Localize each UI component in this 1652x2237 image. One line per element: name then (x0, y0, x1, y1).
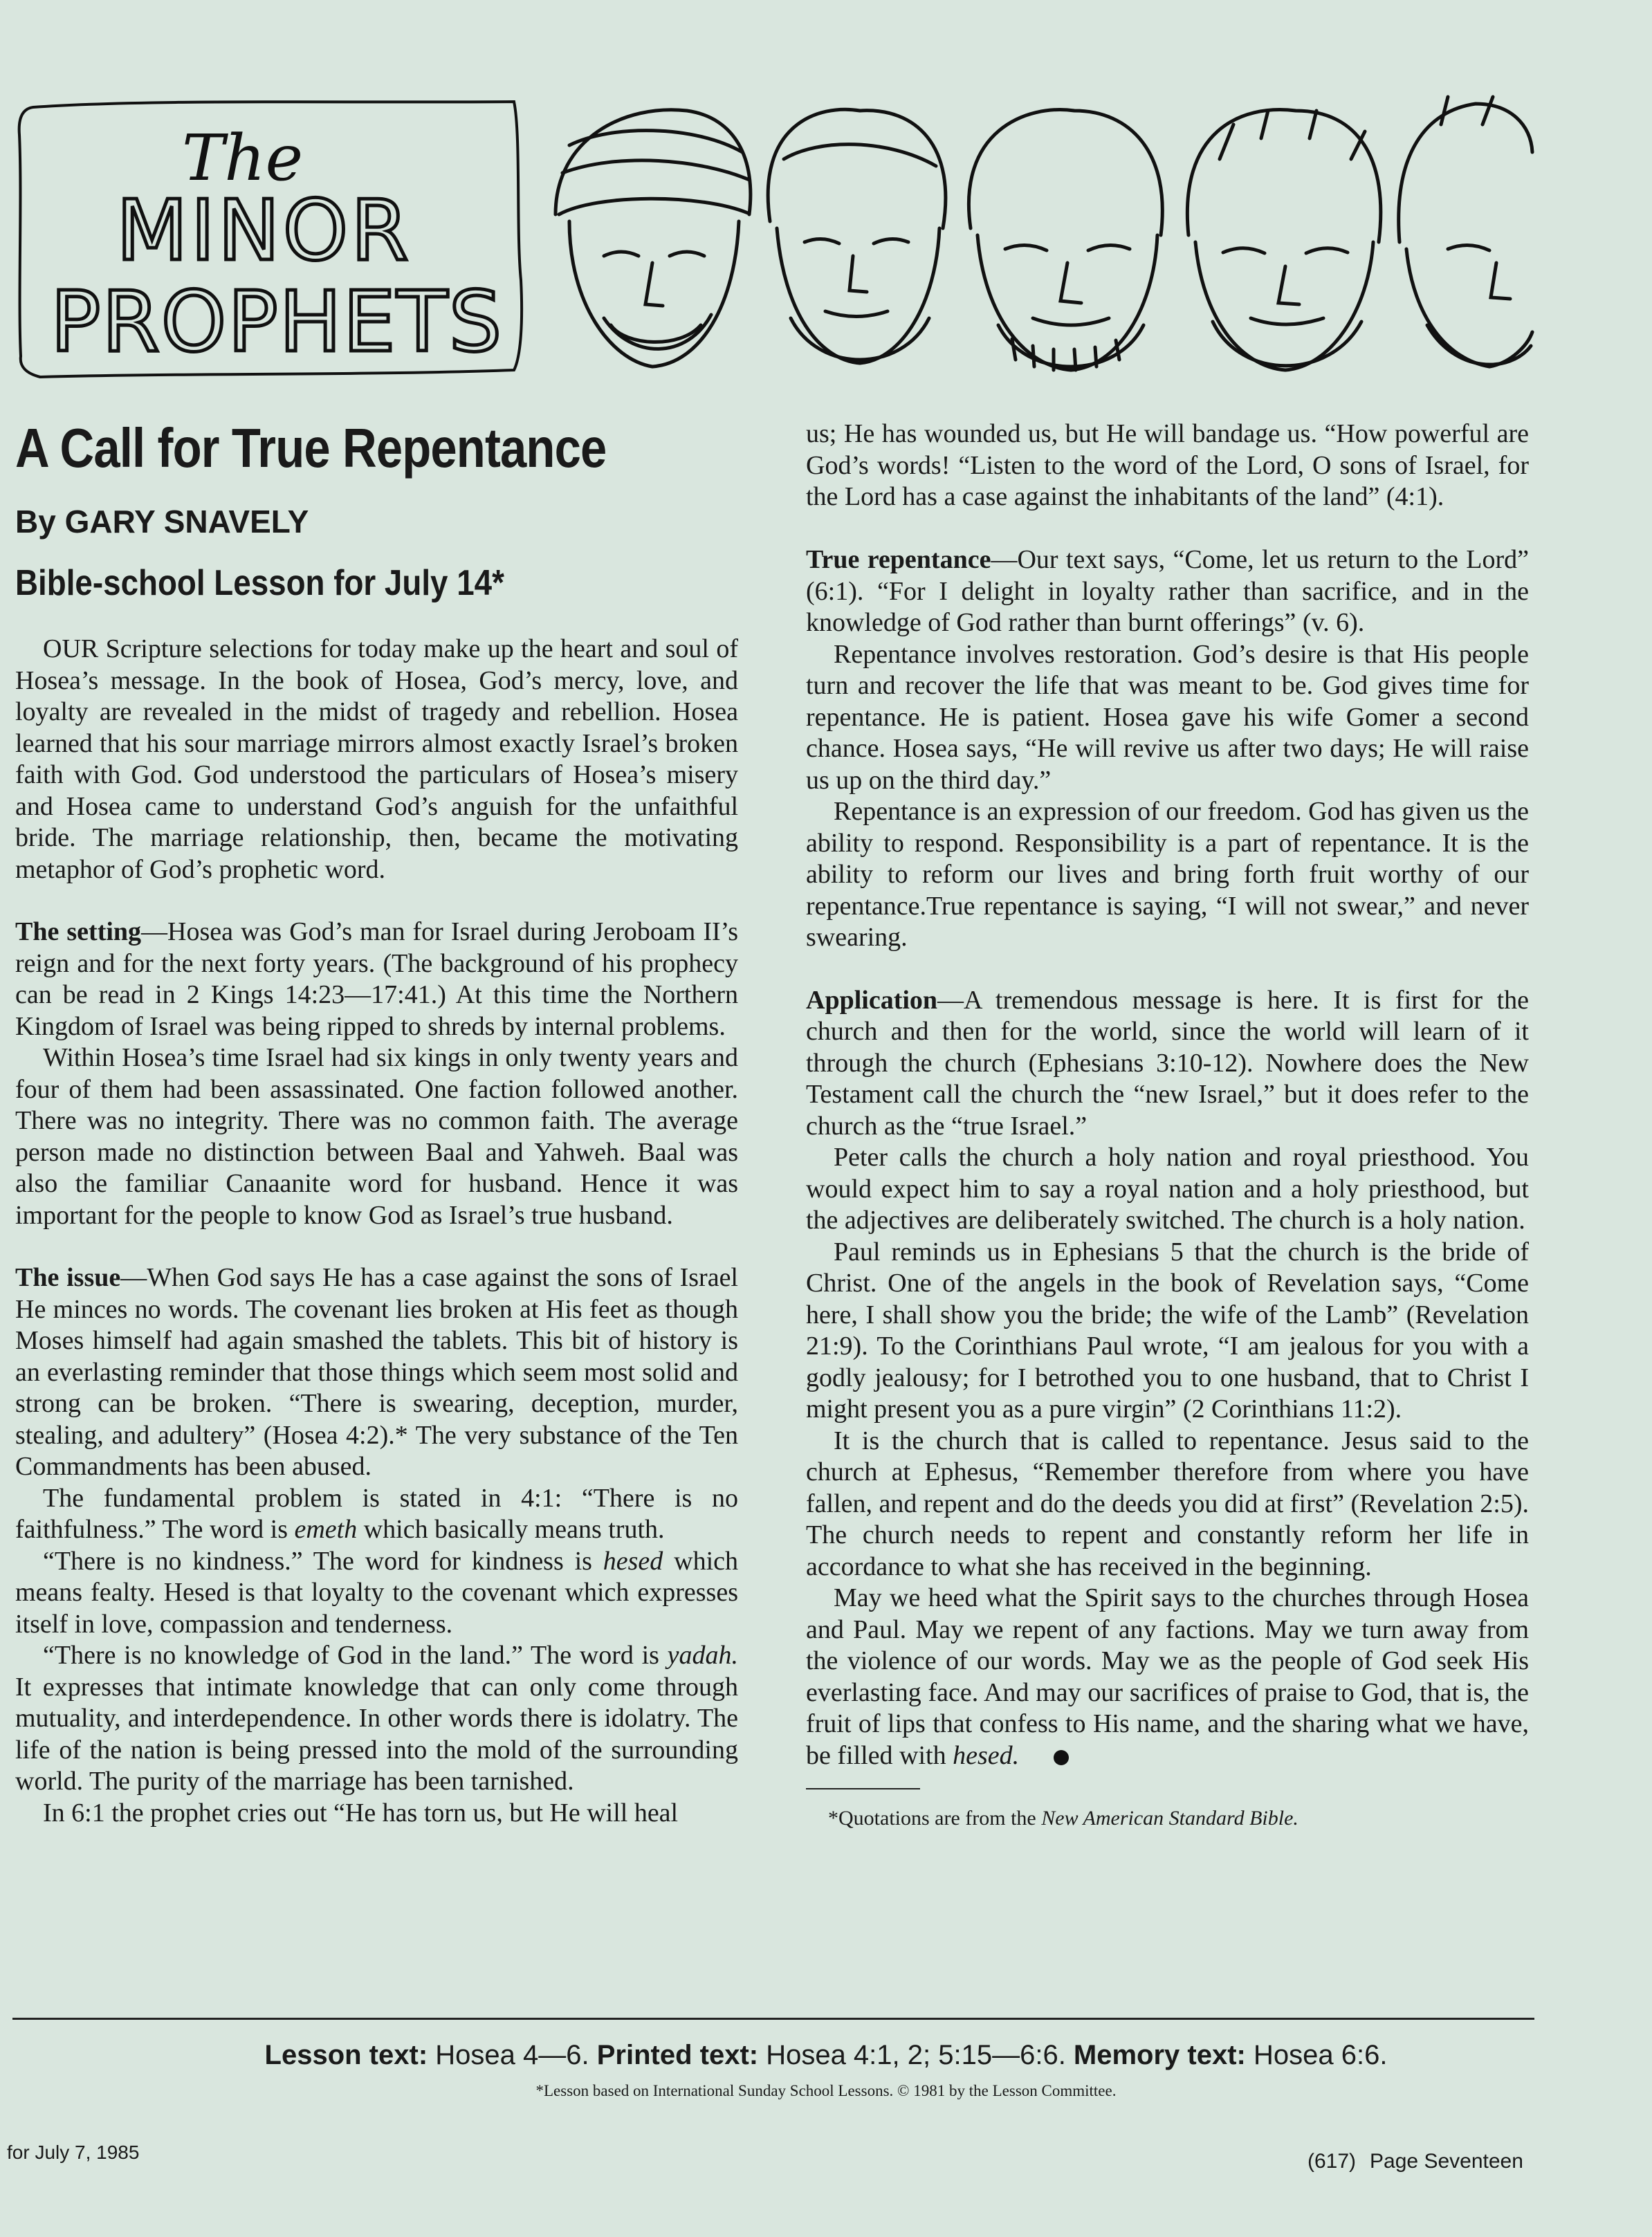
footnote-divider (806, 1788, 920, 1789)
issue-text: —When God says He has a case against the sons of Israel He minces no words. The covenant lies broken at His feet as though Moses himself had again smashed the tablets. This bit of history is an everlasting reminder that those things which seem most solid and strong can be broken. “There is swearing, deception, murder, stealing, and adultery” (Hosea 4:2).* The very substance of the Ten Commandments has been abused. (15, 1263, 738, 1481)
in-6-1-paragraph-continued: us; He has wounded us, but He will bandage us. “How powerful are God’s words! “Listen to the word of the Lord, O sons of Israel, for the Lord has a case against the inhabitants of the land” (4:1). (806, 419, 1529, 511)
fundamental-term: emeth (294, 1515, 358, 1544)
church-paragraph: It is the church that is called to repentance. Jesus said to the church at Ephesus, “Remember therefore from where you have fallen, and repent and do the deeds you did at first” (Revelation 2:5). The church needs to repent and constantly reform her life in accordance to what she has received in the beginning. (806, 1426, 1529, 1581)
kindness-term: hesed (603, 1546, 663, 1576)
prophet-face-3 (969, 110, 1162, 370)
application-text: —A tremendous message is here. It is first for the church and then for the world, since the world will learn of it through the church (Ephesians 3:10-12). Nowhere does the New Testament call the church the “new Israel,” but it does refer to the church as the “true Israel.” (806, 985, 1529, 1141)
in-6-1-paragraph: In 6:1 the prophet cries out “He has torn us, but He will heal (43, 1798, 679, 1828)
footer-divider (12, 2018, 1534, 2020)
footnote-source: New American Standard Bible. (1041, 1807, 1298, 1830)
true-repentance-heading: True repentance (806, 545, 991, 574)
true-repentance-paragraph (806, 544, 1529, 639)
setting-text: —Hosea was God’s man for Israel during Jeroboam II’s reign and for the next forty years. (The background of his prophecy can be read in 2 Kings 14:23—17:41.) At this time the Northern Kingdom of Israel was being ripped to shreds by internal problems. (15, 917, 738, 1041)
prophet-faces-illustration (528, 83, 1534, 387)
page-label: Page Seventeen (1370, 2150, 1523, 2173)
left-column (15, 415, 738, 1830)
knowledge-text-b: It expresses that intimate knowledge that can only come through mutuality, and interdependence. In other words there is idolatry. The life of the nation is being pressed into the mold of the surrounding world. The purity of the marriage has been tarnished. (15, 1672, 738, 1796)
header-banner (12, 83, 1534, 387)
lesson-text-value: Hosea 4—6. (428, 2040, 597, 2070)
page-index: (617) (1307, 2150, 1357, 2173)
knowledge-term: yadah. (667, 1641, 738, 1670)
fundamental-text-a: The fundamental problem is stated in 4:1: “There is no faithfulness.” The word is (15, 1483, 738, 1544)
page-number (1307, 2150, 1523, 2173)
issue-date: for July 7, 1985 (7, 2142, 140, 2163)
byline: By GARY SNAVELY (15, 504, 309, 540)
prophet-face-1 (556, 110, 751, 367)
end-mark-bullet (1054, 1750, 1069, 1765)
kindness-paragraph (15, 1546, 738, 1641)
closing-text: May we heed what the Spirit says to the churches through Hosea and Paul. May we repent of any factions. May we turn away from the violence of our words. May we as the people of God seek His everlasting face. And may our sacrifices of praise to God, that is, the fruit of lips that confess to His name, and the sharing what we have, be filled with (806, 1583, 1529, 1770)
kindness-text-b: which means fealty. Hesed is that loyalty to the covenant which expresses itself in love, compassion and tenderness. (15, 1546, 738, 1639)
lesson-texts-line (0, 2037, 1652, 2073)
copyright-note: *Lesson based on International Sunday School Lessons. © 1981 by the Lesson Committee. (535, 2082, 1117, 2099)
printed-text-value: Hosea 4:1, 2; 5:15—6:6. (758, 2040, 1074, 2070)
setting-heading: The setting (15, 917, 142, 946)
prophet-face-4 (1187, 110, 1380, 370)
printed-text-label: Printed text: (596, 2040, 759, 2070)
kindness-text-a: “There is no kindness.” The word for kindness is (43, 1546, 603, 1576)
title-the: The (182, 121, 304, 195)
fundamental-paragraph (15, 1483, 738, 1546)
closing-term: hesed. (953, 1740, 1020, 1770)
title-minor: MINOR (116, 183, 412, 279)
within-paragraph: Within Hosea’s time Israel had six kings in only twenty years and four of them had been assassinated. One faction followed another. There was no integrity. There was no common faith. The average person made no distinction between Baal and Yahweh. Baal was also the familiar Canaanite word for husband. Hence it was important for the people to know God as Israel’s true husband. (15, 1043, 738, 1230)
restoration-paragraph: Repentance involves restoration. God’s desire is that His people turn and recover the life that was meant to be. God gives time for repentance. He is patient. Hosea gave his wife Gomer a second chance. Hosea says, “He will revive us after two days; He will raise us up on the third day.” (806, 639, 1529, 795)
title-prophets: PROPHETS (51, 275, 504, 371)
knowledge-text-a: “There is no knowledge of God in the land.” The word is (43, 1641, 668, 1670)
memory-text-value: Hosea 6:6. (1245, 2040, 1388, 2070)
true-repentance-text: —Our text says, “Come, let us return to the Lord” (6:1). “For I delight in loyalty rather than sacrifice, and in the knowledge of God rather than burnt offerings” (v. 6). (806, 545, 1530, 637)
issue-heading: The issue (15, 1263, 121, 1292)
right-column (806, 418, 1529, 1832)
article-title: A Call for True Repentance (15, 417, 607, 479)
series-title-box (12, 93, 528, 377)
prophet-face-5 (1399, 97, 1532, 367)
lesson-date-heading: Bible-school Lesson for July 14* (15, 563, 504, 603)
application-heading: Application (806, 985, 938, 1015)
freedom-paragraph: Repentance is an expression of our freedom. God has given us the ability to respond. Responsibility is a part of repentance. It is the ability to reform our lives and bring forth fruit worthy of our repentance.True repentance is saying, “I will not swear,” and never swearing. (806, 797, 1529, 952)
closing-paragraph (806, 1583, 1529, 1771)
issue-paragraph (15, 1262, 738, 1483)
footnote-text: *Quotations are from the (828, 1807, 1042, 1830)
paul-paragraph: Paul reminds us in Ephesians 5 that the church is the bride of Christ. One of the angels in the book of Revelation says, “Come here, I shall show you the bride; the wife of the Lamb” (Revelation 21:9). To the Corinthians Paul wrote, “I am jealous for you with a godly jealousy; for I betrothed you to one husband, that to Christ I might present you as a pure virgin” (2 Corinthians 11:2). (806, 1237, 1529, 1424)
application-paragraph (806, 985, 1529, 1143)
knowledge-paragraph (15, 1640, 738, 1798)
memory-text-label: Memory text: (1073, 2040, 1246, 2070)
fundamental-text-b: which basically means truth. (357, 1515, 665, 1544)
peter-paragraph: Peter calls the church a holy nation and royal priesthood. You would expect him to say a royal nation and a holy priesthood, but the adjectives are deliberately switched. The church is a holy nation. (806, 1143, 1529, 1235)
footnote (806, 1805, 1529, 1832)
prophet-face-2 (768, 109, 946, 363)
setting-paragraph (15, 917, 738, 1042)
lesson-text-label: Lesson text: (264, 2040, 428, 2070)
intro-paragraph: OUR Scripture selections for today make up the heart and soul of Hosea’s message. In the book of Hosea, God’s mercy, love, and loyalty are revealed in the midst of tragedy and rebellion. Hosea learned that his sour marriage mirrors almost exactly Israel’s broken faith with God. God understood the particulars of Hosea’s misery and Hosea came to understand God’s anguish for the unfaithful bride. The marriage relationship, then, became the motivating metaphor of God’s prophetic word. (15, 634, 738, 884)
